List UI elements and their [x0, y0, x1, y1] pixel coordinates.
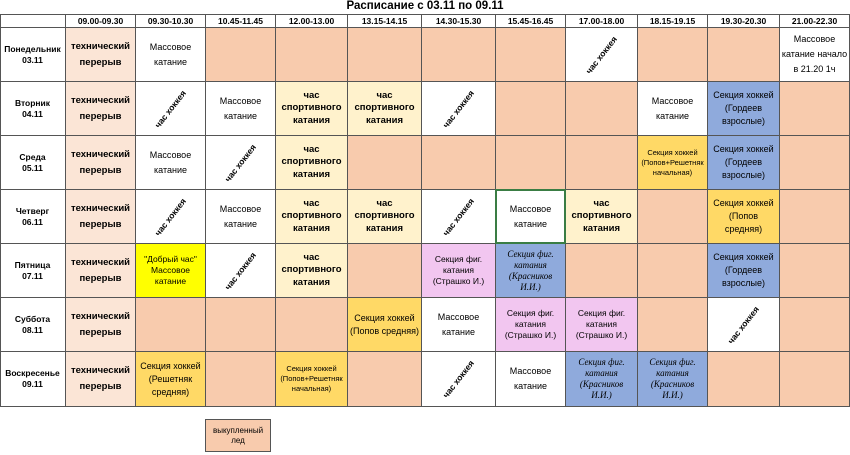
schedule-cell: Массовое катание — [136, 28, 206, 82]
schedule-cell-empty — [708, 352, 780, 407]
schedule-cell-hockey-hour — [422, 352, 496, 407]
schedule-cell: Секция хоккей (Гордеев взрослые) — [708, 82, 780, 136]
schedule-cell: Массовое катание — [206, 82, 276, 136]
schedule-cell: Массовое катание — [136, 136, 206, 190]
schedule-cell-empty — [780, 298, 850, 352]
schedule-cell-empty — [496, 136, 566, 190]
schedule-cell-empty — [780, 244, 850, 298]
schedule-cell: технический перерыв — [66, 298, 136, 352]
schedule-cell-empty — [496, 28, 566, 82]
time-slot-header: 21.00-22.30 — [780, 14, 850, 28]
schedule-cell-hockey-hour — [708, 298, 780, 352]
schedule-cell-empty — [206, 28, 276, 82]
schedule-cell: Секция хоккей (Попов+Решетняк начальная) — [638, 136, 708, 190]
day-label: Пятница 07.11 — [0, 244, 66, 298]
legend-purchased-ice: выкупленный лед — [205, 419, 271, 452]
schedule-cell-empty — [566, 82, 638, 136]
day-label: Воскресенье 09.11 — [0, 352, 66, 407]
time-slot-header: 17.00-18.00 — [566, 14, 638, 28]
hockey-hour-label: час хоккея — [440, 358, 477, 400]
schedule-cell-empty — [780, 190, 850, 244]
schedule-cell-empty — [638, 28, 708, 82]
schedule-cell: Секция хоккей (Гордеев взрослые) — [708, 244, 780, 298]
schedule-cell: технический перерыв — [66, 82, 136, 136]
time-slot-header: 12.00-13.00 — [276, 14, 348, 28]
schedule-cell: час спортивного катания — [348, 82, 422, 136]
schedule-cell: Секция хоккей (Попов средняя) — [348, 298, 422, 352]
schedule-cell-empty — [348, 244, 422, 298]
schedule-cell-empty — [780, 136, 850, 190]
schedule-cell-empty — [780, 352, 850, 407]
time-slot-header: 14.30-15.30 — [422, 14, 496, 28]
time-slot-header: 15.45-16.45 — [496, 14, 566, 28]
schedule-cell-empty — [496, 82, 566, 136]
time-slot-header: 13.15-14.15 — [348, 14, 422, 28]
schedule-cell: Секция хоккей (Решетняк средняя) — [136, 352, 206, 407]
schedule-cell: час спортивного катания — [276, 82, 348, 136]
schedule-cell: Секция фиг. катания (Страшко И.) — [496, 298, 566, 352]
schedule-cell-empty — [422, 136, 496, 190]
schedule-cell-hockey-hour — [566, 28, 638, 82]
schedule-cell: "Добрый час" Массовое катание — [136, 244, 206, 298]
schedule-cell: Массовое катание — [496, 190, 566, 244]
schedule-cell: технический перерыв — [66, 136, 136, 190]
schedule-cell: Массовое катание — [206, 190, 276, 244]
schedule-cell: Массовое катание — [496, 352, 566, 407]
time-slot-header: 18.15-19.15 — [638, 14, 708, 28]
hockey-hour-label: час хоккея — [222, 249, 259, 292]
hockey-hour-label: час хоккея — [152, 195, 189, 238]
schedule-cell-empty — [638, 190, 708, 244]
schedule-cell-empty — [206, 298, 276, 352]
schedule-cell: Секция хоккей (Попов средняя) — [708, 190, 780, 244]
time-slot-header: 19.30-20.30 — [708, 14, 780, 28]
schedule-cell-empty — [566, 136, 638, 190]
time-slot-header: 09.00-09.30 — [66, 14, 136, 28]
schedule-cell: технический перерыв — [66, 190, 136, 244]
schedule-cell-empty — [638, 298, 708, 352]
schedule-cell: Секция хоккей (Гордеев взрослые) — [708, 136, 780, 190]
schedule-cell-empty — [638, 244, 708, 298]
hockey-hour-label: час хоккея — [440, 87, 477, 130]
schedule-cell-empty — [780, 82, 850, 136]
schedule-cell: Секция хоккей (Попов+Решетняк начальная) — [276, 352, 348, 407]
schedule-cell-empty — [276, 28, 348, 82]
schedule-cell-hockey-hour — [136, 82, 206, 136]
hockey-hour-label: час хоккея — [152, 87, 189, 130]
schedule-cell: Секция фиг. катания (Страшко И.) — [566, 298, 638, 352]
schedule-cell-hockey-hour — [422, 190, 496, 244]
schedule-cell: час спортивного катания — [276, 244, 348, 298]
schedule-cell: час спортивного катания — [276, 136, 348, 190]
schedule-cell: технический перерыв — [66, 352, 136, 407]
schedule-cell: час спортивного катания — [566, 190, 638, 244]
day-label: Четверг 06.11 — [0, 190, 66, 244]
schedule-cell: Секция фиг. катания (Красников И.И.) — [638, 352, 708, 407]
schedule-cell: технический перерыв — [66, 28, 136, 82]
schedule-cell-hockey-hour — [422, 82, 496, 136]
schedule-cell: Секция фиг. катания (Красников И.И.) — [496, 244, 566, 298]
hockey-hour-label: час хоккея — [440, 195, 477, 238]
schedule-cell-empty — [422, 28, 496, 82]
schedule-cell: Массовое катание — [422, 298, 496, 352]
day-label: Суббота 08.11 — [0, 298, 66, 352]
schedule-cell: Секция фиг. катания (Страшко И.) — [422, 244, 496, 298]
schedule-cell-empty — [708, 28, 780, 82]
schedule-cell: Секция фиг. катания (Красников И.И.) — [566, 352, 638, 407]
page-title: Расписание с 03.11 по 09.11 — [346, 0, 504, 12]
header-corner — [0, 14, 66, 28]
schedule-cell-empty — [348, 136, 422, 190]
schedule-cell-empty — [348, 352, 422, 407]
schedule-cell-hockey-hour — [136, 190, 206, 244]
schedule-cell-empty — [136, 298, 206, 352]
schedule-cell-empty — [348, 28, 422, 82]
schedule-cell: технический перерыв — [66, 244, 136, 298]
hockey-hour-label: час хоккея — [222, 141, 259, 184]
schedule-cell-empty — [566, 244, 638, 298]
schedule-cell: час спортивного катания — [276, 190, 348, 244]
schedule-cell-empty — [206, 352, 276, 407]
schedule-cell: Массовое катание — [638, 82, 708, 136]
day-label: Среда 05.11 — [0, 136, 66, 190]
day-label: Понедельник 03.11 — [0, 28, 66, 82]
schedule-cell: час спортивного катания — [348, 190, 422, 244]
day-label: Вторник 04.11 — [0, 82, 66, 136]
schedule-cell: Массовое катание начало в 21.20 1ч — [780, 28, 850, 82]
time-slot-header: 09.30-10.30 — [136, 14, 206, 28]
schedule-cell-hockey-hour — [206, 244, 276, 298]
time-slot-header: 10.45-11.45 — [206, 14, 276, 28]
selected-cell-outline — [495, 189, 566, 244]
hockey-hour-label: час хоккея — [583, 33, 620, 76]
schedule-cell-hockey-hour — [206, 136, 276, 190]
hockey-hour-label: час хоккея — [725, 303, 762, 346]
schedule-cell-empty — [276, 298, 348, 352]
